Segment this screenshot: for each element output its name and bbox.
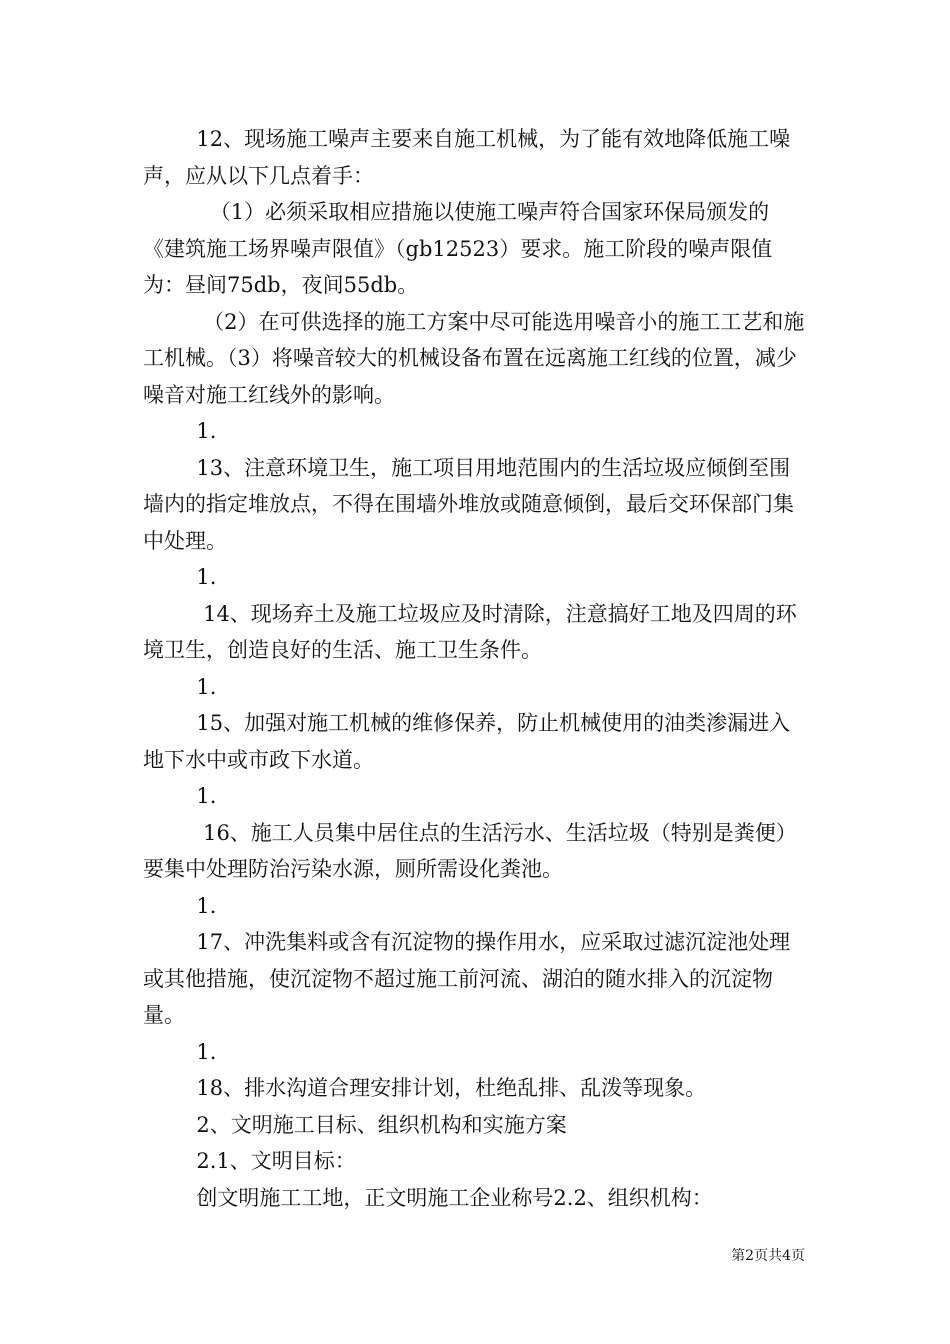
paragraph-item-12-2: （2）在可供选择的施工方案中尽可能选用噪音小的施工工艺和施工机械。（3）将噪音较大的机械设备布置在远离施工红线的位置，减少噪音对施工红线外的影响。 bbox=[143, 309, 805, 407]
section-heading-2-1: 2.1、文明目标： bbox=[143, 1149, 356, 1173]
paragraph-goal: 创文明施工工地，正文明施工企业称号2.2、组织机构： bbox=[143, 1185, 713, 1210]
document-body bbox=[143, 121, 808, 1216]
list-marker: 1. bbox=[143, 674, 217, 699]
paragraph-item-18: 18、排水沟道合理安排计划，杜绝乱排、乱泼等现象。 bbox=[143, 1076, 707, 1100]
paragraph-item-12: 12、现场施工噪声主要来自施工机械，为了能有效地降低施工噪声，应从以下几点着手： bbox=[143, 127, 791, 188]
paragraph-item-16: 16、施工人员集中居住点的生活污水、生活垃圾（特别是粪便）要集中处理防治污染水源，厕所需设化粪池。 bbox=[143, 820, 797, 881]
list-marker: 1. bbox=[143, 893, 217, 918]
paragraph-item-14: 14、现场弃土及施工垃圾应及时清除，注意搞好工地及四周的环境卫生，创造良好的生活、施工卫生条件。 bbox=[143, 601, 797, 662]
list-marker: 1. bbox=[143, 784, 217, 808]
page-number-footer: 第2页共4页 bbox=[731, 1248, 805, 1264]
paragraph-item-12-1: （1）必须采取相应措施以使施工噪声符合国家环保局颁发的《建筑施工场界噪声限值》（gb12523）要求。施工阶段的噪声限值为：昼间75db，夜间55db。 bbox=[143, 200, 773, 297]
paragraph-item-15: 15、加强对施工机械的维修保养，防止机械使用的油类渗漏进入地下水中或市政下水道。 bbox=[143, 711, 791, 772]
list-marker: 1. bbox=[143, 419, 217, 443]
paragraph-item-17: 17、冲洗集料或含有沉淀物的操作用水，应采取过滤沉淀池处理或其他措施，使沉淀物不超过施工前河流、湖泊的随水排入的沉淀物量。 bbox=[143, 930, 791, 1027]
list-marker: 1. bbox=[143, 565, 217, 589]
list-marker: 1. bbox=[143, 1039, 217, 1064]
paragraph-item-13: 13、注意环境卫生，施工项目用地范围内的生活垃圾应倾倒至围墙内的指定堆放点，不得在围墙外堆放或随意倾倒，最后交环保部门集中处理。 bbox=[143, 455, 794, 553]
section-heading-2: 2、文明施工目标、组织机构和实施方案 bbox=[143, 1112, 567, 1137]
